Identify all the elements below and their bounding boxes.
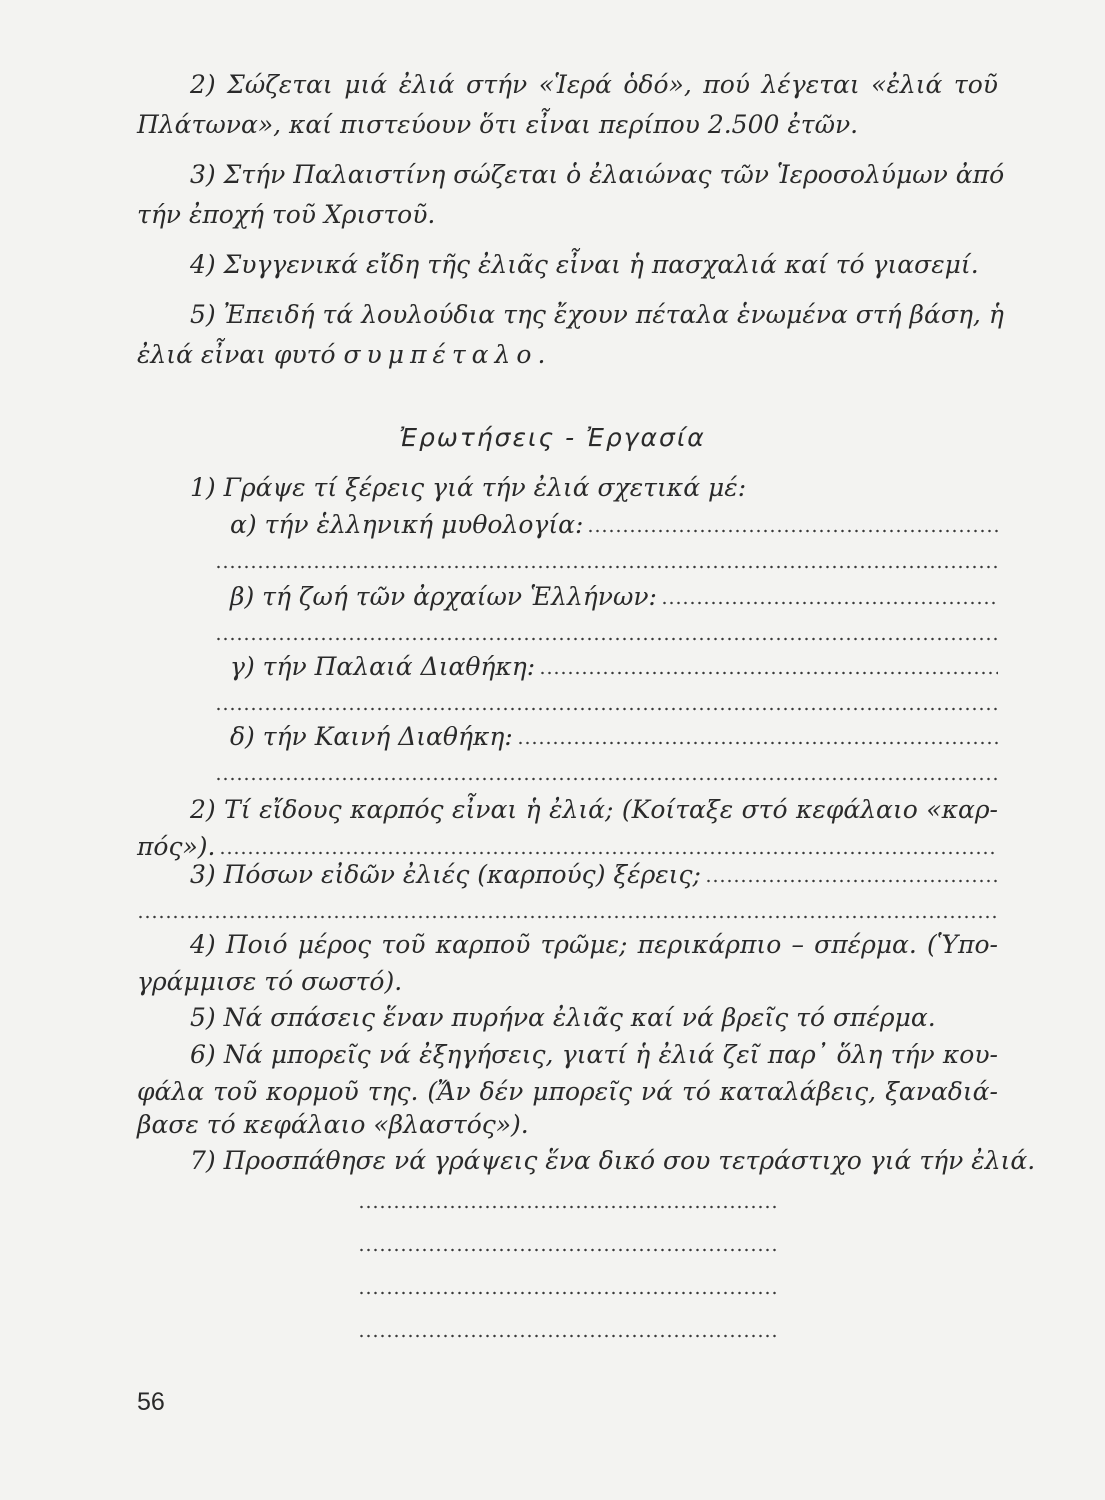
question-4-line-1: 4) Ποιό μέρος τοῦ καρποῦ τρῶμε; περικάρπιο – σπέρμα. (Ὑπο- [190,930,998,959]
answer-line[interactable] [705,879,998,883]
answer-line[interactable] [215,707,998,711]
answer-line[interactable] [517,741,998,745]
paragraph-5-line-1: 5) Ἐπειδή τά λουλούδια της ἔχουν πέταλα ἑνωμένα στή βάση, ἡ [190,300,1004,329]
question-4-line-2: γράμμισε τό σωστό). [137,967,403,996]
paragraph-3-line-2: τήν ἐποχή τοῦ Χριστοῦ. [137,200,436,229]
section-heading: Ἐρωτήσεις - Ἐργασία [399,423,706,452]
question-6-line-2: φάλα τοῦ κορμοῦ της. (Ἄν δέν μπορεῖς νά τό καταλάβεις, ξαναδιά- [137,1077,998,1106]
question-1c-label: γ) τήν Παλαιά Διαθήκη: [230,652,536,681]
quatrain-line[interactable] [358,1291,780,1295]
question-2-line-1: 2) Τί εἴδους καρπός εἶναι ἡ ἐλιά; (Κοίταξε στό κεφάλαιο «καρ- [190,795,998,824]
answer-line[interactable] [539,671,998,675]
quatrain-line[interactable] [358,1248,780,1252]
answer-line[interactable] [215,637,998,641]
question-2-line-2: πός»). [137,832,216,861]
question-1b-row [230,582,998,612]
answer-line[interactable] [137,915,998,919]
question-6-line-1: 6) Νά μπορεῖς νά ἐξηγήσεις, γιατί ἡ ἐλιά ζεῖ παρ᾽ ὅλη τήν κου- [190,1040,998,1069]
paragraph-5-emphasis: συμπέταλο. [343,340,552,369]
quatrain-line[interactable] [358,1205,780,1209]
answer-line[interactable] [587,529,998,533]
question-1d-row [230,722,998,752]
question-1a-row [230,510,998,540]
question-1a-label: α) τήν ἑλληνική μυθολογία: [230,510,584,539]
question-5: 5) Νά σπάσεις ἕναν πυρήνα ἐλιᾶς καί νά βρεῖς τό σπέρμα. [190,1003,936,1032]
paragraph-2-line-2: Πλάτωνα», καί πιστεύουν ὅτι εἶναι περίπου 2.500 ἐτῶν. [137,110,859,139]
paragraph-2-line-1: 2) Σώζεται μιά ἐλιά στήν «Ἱερά ὁδό», πού λέγεται «ἐλιά τοῦ [190,70,998,99]
answer-line[interactable] [219,851,998,855]
question-1b-label: β) τή ζωή τῶν ἀρχαίων Ἑλλήνων: [230,582,657,611]
paragraph-3-line-1: 3) Στήν Παλαιστίνη σώζεται ὁ ἐλαιώνας τῶν Ἱεροσολύμων ἀπό [190,160,1005,189]
paragraph-5-line-2 [137,340,551,370]
quatrain-line[interactable] [358,1334,780,1338]
question-3-row [190,860,998,890]
question-1d-label: δ) τήν Καινή Διαθήκη: [230,722,513,751]
question-7: 7) Προσπάθησε νά γράψεις ἕνα δικό σου τετράστιχο γιά τήν ἐλιά. [190,1146,1036,1175]
question-3-label: 3) Πόσων εἰδῶν ἐλιές (καρπούς) ξέρεις; [190,860,701,889]
answer-line[interactable] [215,565,998,569]
question-1: 1) Γράψε τί ξέρεις γιά τήν ἐλιά σχετικά μέ: [190,473,747,502]
page-number: 56 [137,1388,165,1416]
question-1c-row [230,652,998,682]
question-6-line-3: βασε τό κεφάλαιο «βλαστός»). [137,1110,529,1139]
question-2-row [137,832,998,862]
paragraph-5-text: ἐλιά εἶναι φυτό [137,340,336,369]
answer-line[interactable] [215,777,998,781]
answer-line[interactable] [661,601,998,605]
paragraph-4-line-1: 4) Συγγενικά εἴδη τῆς ἐλιᾶς εἶναι ἡ πασχαλιά καί τό γιασεμί. [190,250,979,279]
